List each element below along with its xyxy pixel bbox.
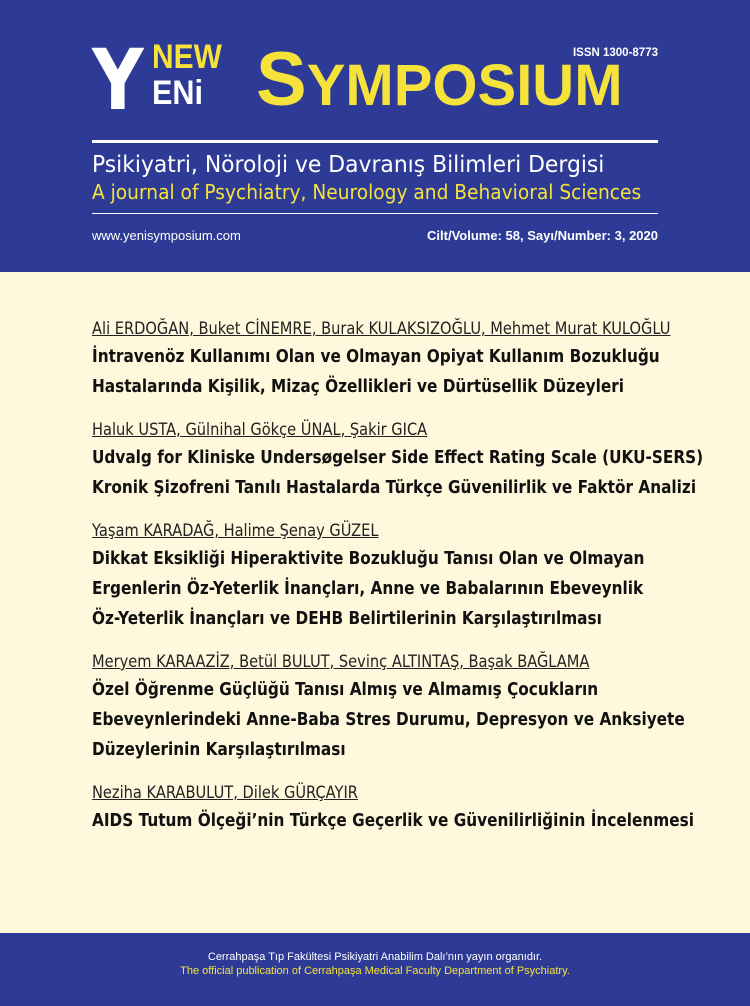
journal-website: www.yenisymposium.com <box>92 228 241 243</box>
footer-english: The official publication of Cerrahpaşa Medical Faculty Department of Psychiatry. <box>180 965 570 977</box>
article-title-line: İntravenöz Kullanımı Olan ve Olmayan Opiyat Kullanım Bozukluğu <box>92 346 660 367</box>
article-item <box>92 520 672 634</box>
article-item <box>92 318 672 402</box>
article-title <box>92 544 670 634</box>
article-title <box>92 443 704 503</box>
article-title-line: Kronik Şizofreni Tanılı Hastalarda Türkçe Güvenilirlik ve Faktör Analizi <box>92 477 697 498</box>
article-item <box>92 651 685 765</box>
article-list <box>92 318 704 853</box>
header-divider-bottom <box>92 213 658 214</box>
article-title <box>92 806 694 836</box>
article-item <box>92 419 704 503</box>
article-authors: Meryem KARAAZİZ, Betül BULUT, Sevinç ALTINTAŞ, Başak BAĞLAMA <box>92 652 590 672</box>
subtitle-english: A journal of Psychiatry, Neurology and Behavioral Sciences <box>92 180 642 204</box>
article-title <box>92 675 685 765</box>
cover-header <box>0 0 750 272</box>
article-item <box>92 782 694 836</box>
article-authors: Neziha KARABULUT, Dilek GÜRÇAYIR <box>92 783 358 803</box>
article-title-line: Hastalarında Kişilik, Mizaç Özellikleri ve Dürtüsellik Düzeyleri <box>92 376 625 397</box>
article-title-line: Düzeylerinin Karşılaştırılması <box>92 739 346 760</box>
journal-title <box>256 37 623 124</box>
subtitle-turkish: Psikiyatri, Nöroloji ve Davranış Bilimleri Dergisi <box>92 150 605 178</box>
article-authors: Haluk USTA, Gülnihal Gökçe ÜNAL, Şakir GICA <box>92 420 428 440</box>
article-title-line: Ebeveynlerindeki Anne-Baba Stres Durumu, Depresyon ve Anksiyete <box>92 709 685 730</box>
logo-eni: ENi <box>152 74 204 112</box>
logo-letter-y: Y <box>92 31 144 129</box>
cover-footer <box>0 933 750 1006</box>
article-title-line: Öz-Yeterlik İnançları ve DEHB Belirtilerinin Karşılaştırılması <box>92 608 602 629</box>
article-title-line: Dikkat Eksikliği Hiperaktivite Bozukluğu Tanısı Olan ve Olmayan <box>92 548 645 569</box>
footer-turkish: Cerrahpaşa Tıp Fakültesi Psikiyatri Anabilim Dalı’nın yayın organıdır. <box>207 951 543 963</box>
journal-title-initial: S <box>256 37 307 122</box>
logo-new: NEW <box>152 38 222 76</box>
article-title-line: Özel Öğrenme Güçlüğü Tanısı Almış ve Almamış Çocukların <box>92 679 599 700</box>
volume-info: Cilt/Volume: 58, Sayı/Number: 3, 2020 <box>427 228 658 243</box>
article-title-line: AIDS Tutum Ölçeği’nin Türkçe Geçerlik ve Güvenilirliğinin İncelenmesi <box>92 810 694 831</box>
article-title-line: Udvalg for Kliniske Undersøgelser Side Effect Rating Scale (UKU-SERS) <box>92 447 704 468</box>
journal-title-rest: YMPOSIUM <box>306 53 623 118</box>
article-title <box>92 342 670 402</box>
article-authors: Ali ERDOĞAN, Buket CİNEMRE, Burak KULAKSIZOĞLU, Mehmet Murat KULOĞLU <box>92 319 671 339</box>
article-authors: Yaşam KARADAĞ, Halime Şenay GÜZEL <box>92 521 379 541</box>
issn-number: ISSN 1300-8773 <box>572 47 658 59</box>
article-title-line: Ergenlerin Öz-Yeterlik İnançları, Anne ve Babalarının Ebeveynlik <box>92 578 644 599</box>
header-divider-top <box>92 140 658 143</box>
